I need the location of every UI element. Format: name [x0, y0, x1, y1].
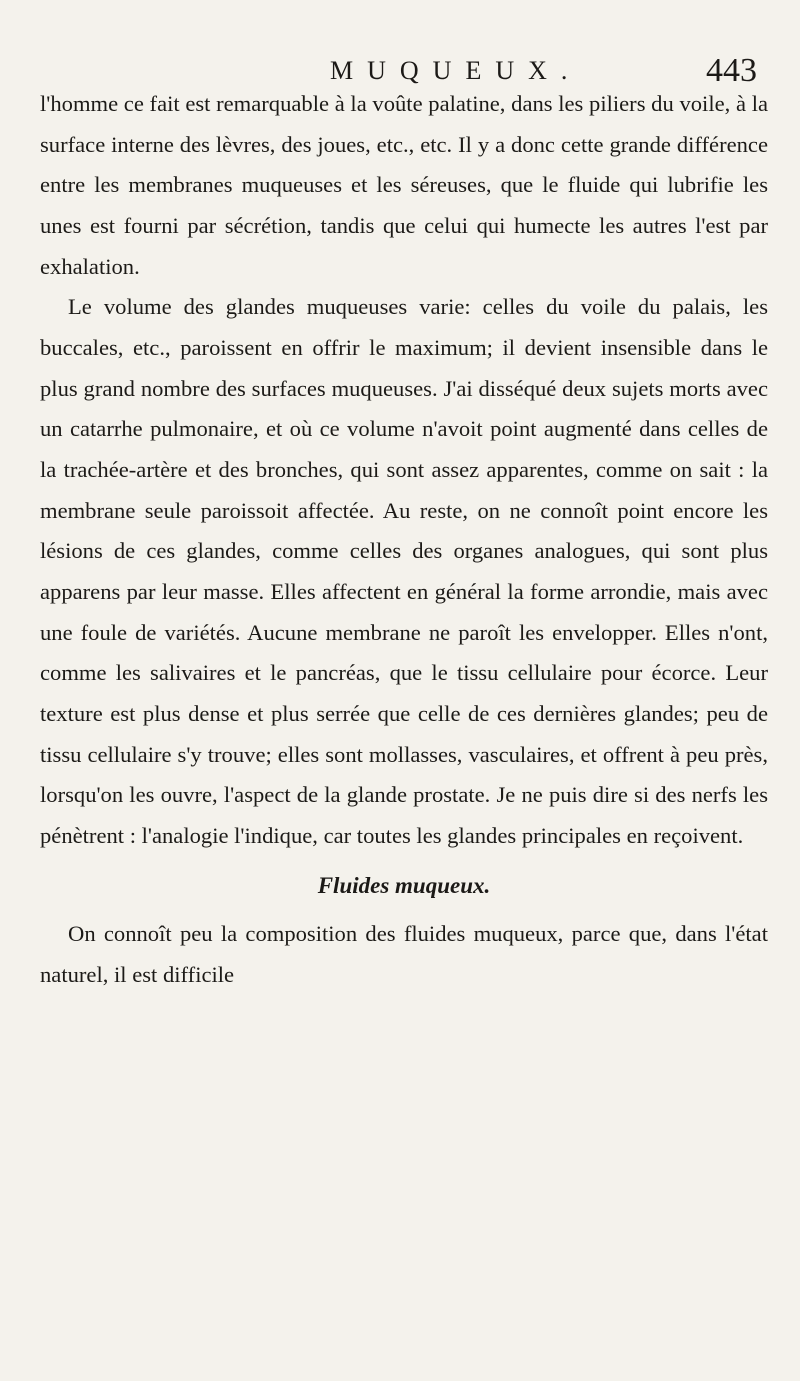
paragraph-continued: l'homme ce fait est remarquable à la voûte palatine, dans les piliers du voile, à la surface interne des lèvres, des joues, etc., etc. Il y a donc cette grande différence entre les membranes muqueuses et les séreuses, que le fluide qui lubrifie les unes est fourni par sécrétion, tandis que celui qui humecte les autres l'est par exhalation. — [40, 91, 768, 279]
page-number: 443 — [706, 52, 757, 89]
running-title: MUQUEUX. — [330, 56, 582, 85]
body-text — [40, 84, 768, 996]
paragraph-fluides: On connoît peu la composition des fluides muqueux, parce que, dans l'état naturel, il est difficile — [40, 921, 768, 988]
section-heading: Fluides muqueux. — [317, 873, 491, 899]
paragraph-glandes: Le volume des glandes muqueuses varie: celles du voile du palais, les buccales, etc., paroissent en offrir le maximum; il devient insensible dans le plus grand nombre des surfaces muqueuses. J'ai disséqué deux sujets morts avec un catarrhe pulmonaire, et où ce volume n'avoit point augmenté dans celles de la trachée-artère et des bronches, qui sont assez apparentes, comme on sait : la membrane seule paroissoit affectée. Au reste, on ne connoît point encore les lésions de ces glandes, comme celles des organes analogues, qui sont plus apparens par leur masse. Elles affectent en général la forme arrondie, mais avec une foule de variétés. Aucune membrane ne paroît les envelopper. Elles n'ont, comme les salivaires et le pancréas, que le tissu cellulaire pour écorce. Leur texture est plus dense et plus serrée que celle de ces dernières glandes; peu de tissu cellulaire s'y trouve; elles sont mollasses, vasculaires, et offrent à peu près, lorsqu'on les ouvre, l'aspect de la glande prostate. Je ne puis dire si des nerfs les pénètrent : l'analogie l'indique, car toutes les glandes principales en reçoivent. — [40, 294, 768, 848]
